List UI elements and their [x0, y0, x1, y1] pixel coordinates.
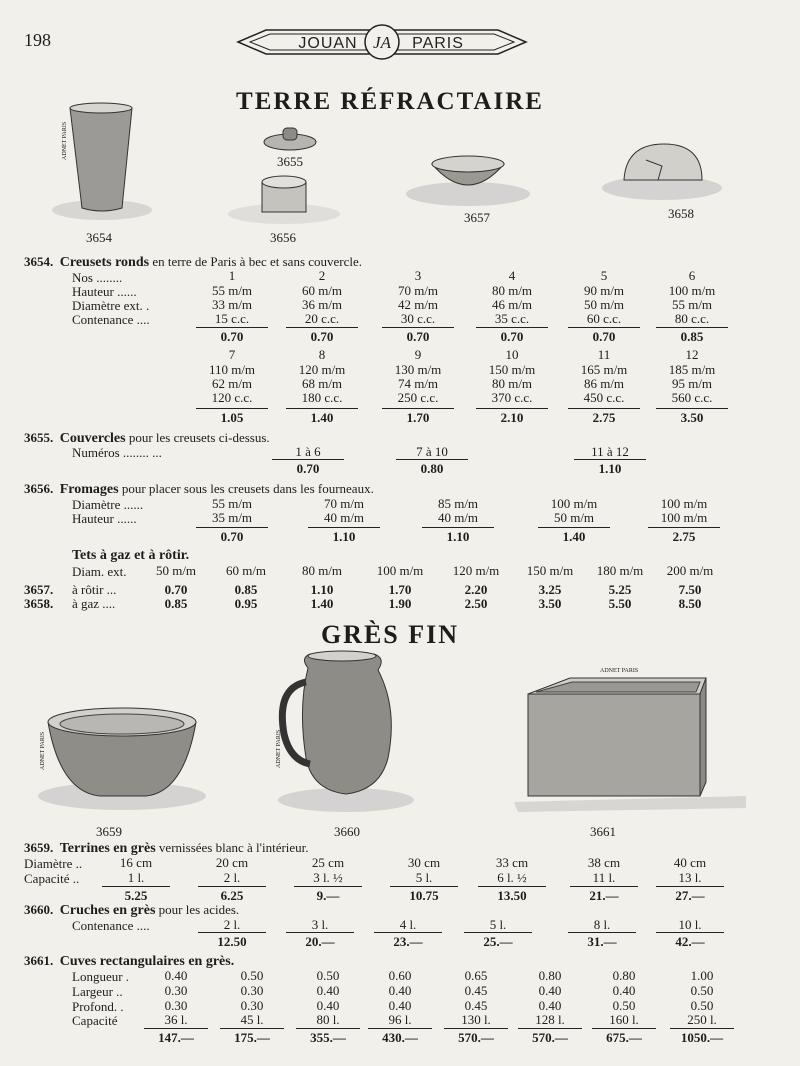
- t3656-price-rule: [196, 527, 268, 528]
- t3660-cont-cell: 3 l.: [311, 917, 329, 932]
- t3654-diam-cell: 80 m/m: [491, 376, 533, 391]
- item-3654-heading: 3654. Creusets ronds en terre de Paris à bec et sans couvercle.: [24, 254, 363, 270]
- t3659-diam-cell: 20 cm: [215, 855, 249, 870]
- t3654-diam-cell: 68 m/m: [301, 376, 343, 391]
- item-3661-label-prof: Profond. .: [72, 999, 124, 1014]
- t3656-diam-cell: 100 m/m: [660, 496, 708, 511]
- ttets-prix-cell: 8.50: [678, 596, 702, 611]
- t3654-nos-cell: 2: [318, 268, 326, 283]
- t3659-diam-cell: 40 cm: [673, 855, 707, 870]
- t3655-price-rule: [272, 459, 344, 460]
- t3654-price-rule: [568, 327, 640, 328]
- t3654-hauteur-cell: 130 m/m: [394, 362, 442, 377]
- figure-number-3654: 3654: [86, 230, 112, 245]
- t3661-cap-cell: 128 l.: [535, 1012, 565, 1027]
- t3660-price-rule: [374, 932, 442, 933]
- t3654-hauteur-cell: 120 m/m: [298, 362, 346, 377]
- t3661-price-rule: [518, 1028, 582, 1029]
- t3654-nos-cell: 8: [318, 347, 326, 362]
- t3654-hauteur-cell: 185 m/m: [668, 362, 716, 377]
- t3656-diam-cell: 55 m/m: [211, 496, 253, 511]
- t3660-cont-cell: 4 l.: [399, 917, 417, 932]
- t3655-prix-cell: 1.10: [598, 461, 622, 476]
- t3659-cap-cell: 13 l.: [678, 870, 702, 885]
- t3654-diam-cell: 42 m/m: [397, 297, 439, 312]
- t3659-diam-cell: 25 cm: [311, 855, 345, 870]
- t3654-diam-cell: 95 m/m: [671, 376, 713, 391]
- ttets-prix-cell: 2.20: [464, 582, 488, 597]
- ttets-prix-cell: 1.10: [310, 582, 334, 597]
- t3654-price-rule: [568, 408, 640, 409]
- t3660-cont-cell: 2 l.: [223, 917, 241, 932]
- t3654-hauteur-cell: 60 m/m: [301, 283, 343, 298]
- cover-illustration: [262, 124, 318, 156]
- t3654-hauteur-cell: 100 m/m: [668, 283, 716, 298]
- t3661-prix-cell: 570.—: [532, 1030, 568, 1045]
- t3659-price-rule: [102, 886, 170, 887]
- t3661-long-cell: 0.80: [538, 968, 562, 983]
- t3654-prix-cell: 0.70: [310, 329, 334, 344]
- t3661-prof-cell: 0.50: [690, 998, 714, 1013]
- t3661-prix-cell: 175.—: [234, 1030, 270, 1045]
- t3655-prix-cell: 0.70: [296, 461, 320, 476]
- t3654-cont-cell: 250 c.c.: [397, 390, 439, 405]
- t3654-hauteur-cell: 90 m/m: [583, 283, 625, 298]
- item-3656-label-haut: Hauteur ......: [72, 511, 137, 526]
- t3661-cap-cell: 80 l.: [316, 1012, 340, 1027]
- t3655-nums-cell: 7 à 10: [416, 444, 448, 459]
- t3654-hauteur-cell: 150 m/m: [488, 362, 536, 377]
- item-3657-label: à rôtir ...: [72, 582, 117, 597]
- figure-number-3660: 3660: [334, 824, 360, 839]
- t3655-price-rule: [574, 459, 646, 460]
- t3659-diam-cell: 30 cm: [407, 855, 441, 870]
- t3659-cap-cell: 6 l. ½: [497, 870, 527, 885]
- t3661-larg-cell: 0.45: [464, 983, 488, 998]
- t3660-cont-cell: 5 l.: [489, 917, 507, 932]
- t3654-price-rule: [286, 408, 358, 409]
- item-3660-label: Contenance ....: [72, 918, 150, 933]
- t3661-prof-cell: 0.45: [464, 998, 488, 1013]
- item-3661-label-cap: Capacité: [72, 1013, 118, 1028]
- t3654-cont-cell: 30 c.c.: [400, 311, 436, 326]
- t3654-price-rule: [656, 408, 728, 409]
- t3656-prix-cell: 2.75: [672, 529, 696, 544]
- t3654-nos-cell: 5: [600, 268, 608, 283]
- t3661-price-rule: [670, 1028, 734, 1029]
- t3656-price-rule: [538, 527, 610, 528]
- t3654-hauteur-cell: 55 m/m: [211, 283, 253, 298]
- tets-diam-label: Diam. ext.: [72, 564, 127, 579]
- t3660-prix-cell: 12.50: [217, 934, 247, 949]
- t3659-price-rule: [294, 886, 362, 887]
- t3661-prix-cell: 570.—: [458, 1030, 494, 1045]
- item-3658-ref: 3658.: [24, 596, 54, 611]
- t3654-cont-cell: 20 c.c.: [304, 311, 340, 326]
- t3661-prix-cell: 147.—: [158, 1030, 194, 1045]
- t3659-price-rule: [656, 886, 724, 887]
- t3661-long-cell: 0.65: [464, 968, 488, 983]
- svg-text:ADNET PARIS: ADNET PARIS: [62, 121, 68, 160]
- t3659-prix-cell: 13.50: [497, 888, 527, 903]
- t3661-price-rule: [144, 1028, 208, 1029]
- t3660-price-rule: [198, 932, 266, 933]
- t3654-prix-cell: 3.50: [680, 410, 704, 425]
- t3661-larg-cell: 0.30: [164, 983, 188, 998]
- t3659-cap-cell: 3 l. ½: [313, 870, 343, 885]
- t3661-prof-cell: 0.30: [240, 998, 264, 1013]
- svg-text:ADNET PARIS: ADNET PARIS: [276, 729, 282, 768]
- t3659-prix-cell: 10.75: [409, 888, 439, 903]
- t3654-prix-cell: 1.40: [310, 410, 334, 425]
- t3659-price-rule: [198, 886, 266, 887]
- t3656-price-rule: [308, 527, 380, 528]
- t3661-long-cell: 0.40: [164, 968, 188, 983]
- t3654-nos-cell: 7: [228, 347, 236, 362]
- item-3657-ref: 3657.: [24, 582, 54, 597]
- page-number: 198: [24, 30, 51, 50]
- t3659-price-rule: [570, 886, 638, 887]
- t3654-cont-cell: 60 c.c.: [586, 311, 622, 326]
- t3659-price-rule: [478, 886, 546, 887]
- t3654-diam-cell: 33 m/m: [211, 297, 253, 312]
- item-3655-heading: 3655. Couvercles pour les creusets ci-dessus.: [24, 430, 270, 446]
- ttets-prix-cell: 1.40: [310, 596, 334, 611]
- ttets-diams-cell: 120 m/m: [452, 563, 500, 578]
- t3661-long-cell: 0.50: [240, 968, 264, 983]
- svg-text:ADNET PARIS: ADNET PARIS: [600, 668, 639, 674]
- t3660-price-rule: [656, 932, 724, 933]
- t3655-nums-cell: 11 à 12: [591, 444, 629, 459]
- t3654-nos-cell: 11: [597, 347, 611, 362]
- ttets-prix-cell: 1.90: [388, 596, 412, 611]
- ttets-diams-cell: 200 m/m: [666, 563, 714, 578]
- section-title-gres-fin: GRÈS FIN: [320, 620, 460, 649]
- ttets-prix-cell: 2.50: [464, 596, 488, 611]
- t3659-diam-cell: 33 cm: [495, 855, 529, 870]
- t3661-cap-cell: 160 l.: [609, 1012, 639, 1027]
- t3661-long-cell: 0.50: [316, 968, 340, 983]
- ttets-prix-cell: 7.50: [678, 582, 702, 597]
- t3661-larg-cell: 0.30: [240, 983, 264, 998]
- t3654-nos-cell: 4: [508, 268, 516, 283]
- terrine-illustration: [30, 696, 210, 818]
- t3654-price-rule: [196, 408, 268, 409]
- t3659-prix-cell: 27.—: [675, 888, 705, 903]
- tets-heading: Tets à gaz et à rôtir.: [72, 548, 190, 563]
- t3654-prix-cell: 1.05: [220, 410, 244, 425]
- t3661-larg-cell: 0.40: [316, 983, 340, 998]
- gas-dish-illustration: [598, 136, 728, 206]
- ttets-prix-cell: 3.50: [538, 596, 562, 611]
- t3654-diam-cell: 86 m/m: [583, 376, 625, 391]
- t3654-cont-cell: 450 c.c.: [583, 390, 625, 405]
- figure-number-3661: 3661: [590, 824, 616, 839]
- t3660-cont-cell: 8 l.: [593, 917, 611, 932]
- item-3656-label-diam: Diamètre ......: [72, 497, 144, 512]
- t3661-prix-cell: 430.—: [382, 1030, 418, 1045]
- item-3655-label: Numéros ........ ...: [72, 445, 162, 460]
- t3661-price-rule: [220, 1028, 284, 1029]
- header-cartouche: [236, 24, 528, 60]
- t3659-cap-cell: 2 l.: [223, 870, 241, 885]
- t3661-prof-cell: 0.50: [612, 998, 636, 1013]
- svg-text:PARIS: PARIS: [412, 35, 464, 52]
- crucible-illustration: [40, 100, 170, 230]
- ttets-prix-cell: 5.25: [608, 582, 632, 597]
- item-3659-label-diam: Diamètre ..: [24, 856, 83, 871]
- t3661-prix-cell: 355.—: [310, 1030, 346, 1045]
- t3660-prix-cell: 20.—: [305, 934, 335, 949]
- t3659-cap-cell: 1 l.: [127, 870, 145, 885]
- t3660-cont-cell: 10 l.: [678, 917, 702, 932]
- svg-text:JOUAN: JOUAN: [298, 35, 358, 52]
- t3661-prix-cell: 1050.—: [680, 1030, 724, 1045]
- t3654-hauteur-cell: 110 m/m: [208, 362, 256, 377]
- t3654-diam-cell: 36 m/m: [301, 297, 343, 312]
- t3654-diam-cell: 55 m/m: [671, 297, 713, 312]
- ttets-prix-cell: 0.85: [234, 582, 258, 597]
- item-3661-label-larg: Largeur ..: [72, 984, 123, 999]
- item-3656-heading: 3656. Fromages pour placer sous les creusets dans les fourneaux.: [24, 481, 374, 497]
- t3656-haut-cell: 40 m/m: [437, 510, 479, 525]
- t3656-haut-cell: 35 m/m: [211, 510, 253, 525]
- item-3661-label-long: Longueur .: [72, 969, 130, 984]
- item-3659-label-cap: Capacité ..: [24, 871, 80, 886]
- t3654-nos-cell: 6: [688, 268, 696, 283]
- t3654-prix-cell: 0.85: [680, 329, 704, 344]
- t3659-prix-cell: 6.25: [220, 888, 244, 903]
- t3659-diam-cell: 38 cm: [587, 855, 621, 870]
- figure-number-3655: 3655: [277, 154, 303, 169]
- t3660-prix-cell: 25.—: [483, 934, 513, 949]
- t3654-cont-cell: 80 c.c.: [674, 311, 710, 326]
- t3660-prix-cell: 31.—: [587, 934, 617, 949]
- ttets-prix-cell: 3.25: [538, 582, 562, 597]
- ttets-diams-cell: 100 m/m: [376, 563, 424, 578]
- t3660-price-rule: [568, 932, 636, 933]
- item-3660-heading: 3660. Cruches en grès pour les acides.: [24, 902, 240, 918]
- t3654-hauteur-cell: 80 m/m: [491, 283, 533, 298]
- t3661-long-cell: 1.00: [690, 968, 714, 983]
- t3656-haut-cell: 40 m/m: [323, 510, 365, 525]
- item-3659-heading: 3659. Terrines en grès vernissées blanc à l'intérieur.: [24, 840, 309, 856]
- t3656-price-rule: [422, 527, 494, 528]
- t3654-nos-cell: 12: [685, 347, 699, 362]
- t3661-price-rule: [296, 1028, 360, 1029]
- t3655-nums-cell: 1 à 6: [295, 444, 321, 459]
- t3654-nos-cell: 1: [228, 268, 236, 283]
- t3660-price-rule: [286, 932, 354, 933]
- t3654-cont-cell: 15 c.c.: [214, 311, 250, 326]
- t3654-prix-cell: 2.10: [500, 410, 524, 425]
- t3656-price-rule: [648, 527, 720, 528]
- t3661-cap-cell: 96 l.: [388, 1012, 412, 1027]
- t3654-diam-cell: 50 m/m: [583, 297, 625, 312]
- svg-text:ADNET PARIS: ADNET PARIS: [40, 731, 46, 770]
- t3654-price-rule: [476, 327, 548, 328]
- t3661-prix-cell: 675.—: [606, 1030, 642, 1045]
- figure-number-3657: 3657: [464, 210, 490, 225]
- pitcher-illustration: [270, 648, 420, 820]
- t3654-nos-cell: 3: [414, 268, 422, 283]
- figure-number-3659: 3659: [96, 824, 122, 839]
- t3654-prix-cell: 2.75: [592, 410, 616, 425]
- t3661-prof-cell: 0.40: [388, 998, 412, 1013]
- t3661-larg-cell: 0.40: [538, 983, 562, 998]
- section-title-terre-refractaire: TERRE RÉFRACTAIRE: [236, 88, 544, 115]
- ttets-diams-cell: 60 m/m: [225, 563, 267, 578]
- t3654-price-rule: [196, 327, 268, 328]
- t3654-hauteur-cell: 165 m/m: [580, 362, 628, 377]
- t3661-prof-cell: 0.40: [538, 998, 562, 1013]
- item-3661-heading: 3661. Cuves rectangulaires en grès.: [24, 953, 235, 969]
- t3656-haut-cell: 50 m/m: [553, 510, 595, 525]
- figure-number-3656: 3656: [270, 230, 296, 245]
- t3660-prix-cell: 23.—: [393, 934, 423, 949]
- t3654-cont-cell: 180 c.c.: [301, 390, 343, 405]
- t3656-diam-cell: 100 m/m: [550, 496, 598, 511]
- t3660-prix-cell: 42.—: [675, 934, 705, 949]
- t3654-prix-cell: 1.70: [406, 410, 430, 425]
- t3661-larg-cell: 0.40: [388, 983, 412, 998]
- t3654-cont-cell: 35 c.c.: [494, 311, 530, 326]
- t3654-cont-cell: 120 c.c.: [211, 390, 253, 405]
- t3661-prof-cell: 0.40: [316, 998, 340, 1013]
- t3659-cap-cell: 5 l.: [415, 870, 433, 885]
- t3661-prof-cell: 0.30: [164, 998, 188, 1013]
- t3654-diam-cell: 62 m/m: [211, 376, 253, 391]
- t3661-long-cell: 0.60: [388, 968, 412, 983]
- t3654-diam-cell: 46 m/m: [491, 297, 533, 312]
- t3654-price-rule: [382, 327, 454, 328]
- t3661-price-rule: [592, 1028, 656, 1029]
- t3654-prix-cell: 0.70: [406, 329, 430, 344]
- t3656-haut-cell: 100 m/m: [660, 510, 708, 525]
- roasting-dish-illustration: [402, 140, 532, 210]
- t3661-cap-cell: 250 l.: [687, 1012, 717, 1027]
- ttets-diams-cell: 180 m/m: [596, 563, 644, 578]
- t3654-price-rule: [476, 408, 548, 409]
- t3656-diam-cell: 70 m/m: [323, 496, 365, 511]
- t3654-price-rule: [286, 327, 358, 328]
- t3654-cont-cell: 370 c.c.: [491, 390, 533, 405]
- t3654-prix-cell: 0.70: [500, 329, 524, 344]
- t3661-cap-cell: 130 l.: [461, 1012, 491, 1027]
- t3659-prix-cell: 5.25: [124, 888, 148, 903]
- t3661-cap-cell: 36 l.: [164, 1012, 188, 1027]
- t3661-cap-cell: 45 l.: [240, 1012, 264, 1027]
- t3661-larg-cell: 0.40: [612, 983, 636, 998]
- t3656-diam-cell: 85 m/m: [437, 496, 479, 511]
- t3654-cont-cell: 560 c.c.: [671, 390, 713, 405]
- t3655-price-rule: [396, 459, 468, 460]
- ttets-prix-cell: 0.70: [164, 582, 188, 597]
- ttets-prix-cell: 0.85: [164, 596, 188, 611]
- t3659-cap-cell: 11 l.: [592, 870, 616, 885]
- ttets-diams-cell: 80 m/m: [301, 563, 343, 578]
- t3654-diam-cell: 74 m/m: [397, 376, 439, 391]
- t3655-prix-cell: 0.80: [420, 461, 444, 476]
- item-3658-label: à gaz ....: [72, 596, 116, 611]
- t3654-nos-cell: 10: [505, 347, 519, 362]
- t3654-prix-cell: 0.70: [220, 329, 244, 344]
- svg-text:JA: JA: [373, 33, 391, 52]
- support-illustration: [222, 170, 342, 230]
- t3661-larg-cell: 0.50: [690, 983, 714, 998]
- t3661-price-rule: [444, 1028, 508, 1029]
- t3654-price-rule: [656, 327, 728, 328]
- ttets-prix-cell: 0.95: [234, 596, 258, 611]
- t3654-nos-cell: 9: [414, 347, 422, 362]
- t3661-long-cell: 0.80: [612, 968, 636, 983]
- ttets-prix-cell: 1.70: [388, 582, 412, 597]
- rectangular-tank-illustration: [510, 662, 750, 814]
- t3654-prix-cell: 0.70: [592, 329, 616, 344]
- t3659-prix-cell: 21.—: [589, 888, 619, 903]
- t3656-prix-cell: 0.70: [220, 529, 244, 544]
- ttets-diams-cell: 150 m/m: [526, 563, 574, 578]
- ttets-diams-cell: 50 m/m: [155, 563, 197, 578]
- figure-number-3658: 3658: [668, 206, 694, 221]
- t3656-prix-cell: 1.40: [562, 529, 586, 544]
- t3654-hauteur-cell: 70 m/m: [397, 283, 439, 298]
- t3661-price-rule: [368, 1028, 432, 1029]
- t3659-prix-cell: 9.—: [316, 888, 340, 903]
- ttets-prix-cell: 5.50: [608, 596, 632, 611]
- t3659-diam-cell: 16 cm: [119, 855, 153, 870]
- t3656-prix-cell: 1.10: [446, 529, 470, 544]
- t3660-price-rule: [464, 932, 532, 933]
- t3654-price-rule: [382, 408, 454, 409]
- t3656-prix-cell: 1.10: [332, 529, 356, 544]
- t3659-price-rule: [390, 886, 458, 887]
